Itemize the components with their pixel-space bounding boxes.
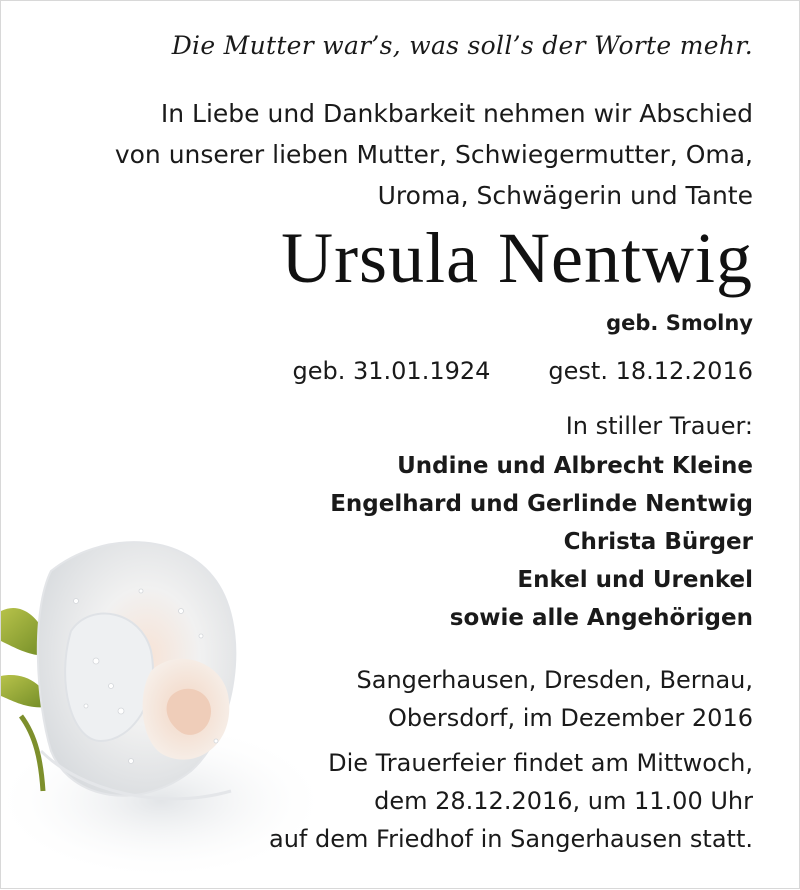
mourner-name: Engelhard und Gerlinde Nentwig — [330, 491, 753, 517]
service-line: auf dem Friedhof in Sangerhausen statt. — [269, 825, 753, 853]
deceased-name: Ursula Nentwig — [281, 218, 753, 298]
notice-text — [61, 1, 753, 888]
service-line: dem 28.12.2016, um 11.00 Uhr — [374, 787, 753, 815]
place-date-line: Obersdorf, im Dezember 2016 — [388, 704, 753, 732]
mourner-name: sowie alle Angehörigen — [449, 605, 753, 631]
motto-quote: Die Mutter war’s, was soll’s der Worte mehr. — [171, 31, 753, 60]
intro-line: von unserer lieben Mutter, Schwiegermutter, Oma, — [114, 140, 753, 169]
intro-line: In Liebe und Dankbarkeit nehmen wir Abschied — [160, 99, 753, 128]
place-date-line: Sangerhausen, Dresden, Bernau, — [356, 666, 753, 694]
maiden-name: geb. Smolny — [606, 311, 753, 335]
service-line: Die Trauerfeier findet am Mittwoch, — [328, 749, 753, 777]
mourner-name: Christa Bürger — [563, 529, 753, 555]
birth-date: geb. 31.01.1924 — [292, 357, 491, 385]
intro-line: Uroma, Schwägerin und Tante — [377, 181, 753, 210]
mourner-name: Enkel und Urenkel — [517, 567, 753, 593]
death-date: gest. 18.12.2016 — [548, 357, 753, 385]
mourner-name: Undine und Albrecht Kleine — [397, 453, 753, 479]
life-dates — [293, 357, 754, 385]
mourning-label: In stiller Trauer: — [565, 412, 753, 440]
